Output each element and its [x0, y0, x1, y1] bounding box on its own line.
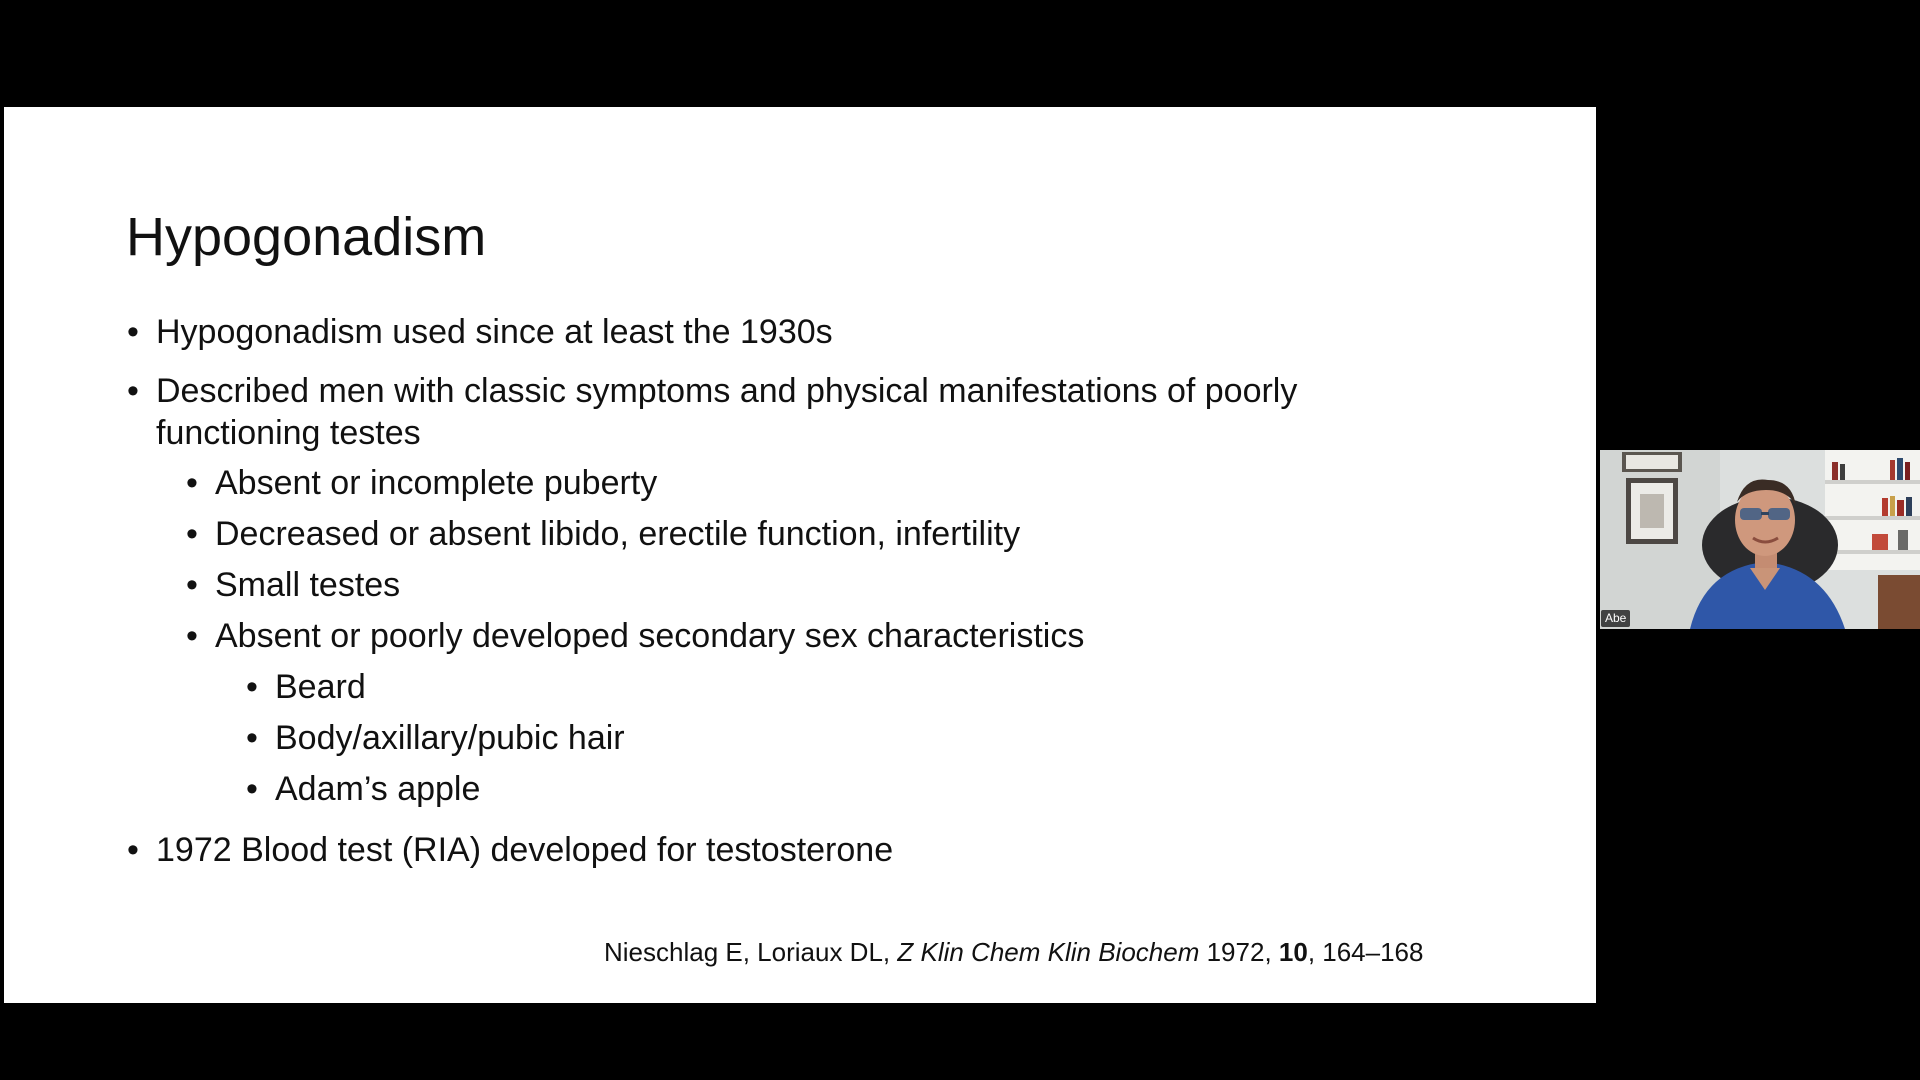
- sub-sub-bullet-item: [246, 768, 481, 810]
- sub-bullet-item: [186, 615, 1085, 657]
- bullet-text-line-1: Described men with classic symptoms and physical manifestations of poorly: [156, 372, 1298, 410]
- bullet-dot: •: [246, 770, 258, 808]
- bullet-text: Body/axillary/pubic hair: [275, 719, 625, 757]
- bullet-dot: •: [186, 617, 198, 655]
- slide-title: Hypogonadism: [126, 207, 487, 267]
- bullet-text: Beard: [275, 668, 366, 706]
- bullet-item: [127, 311, 833, 353]
- bullet-dot: •: [246, 668, 258, 706]
- citation-journal: Z Klin Chem Klin Biochem: [897, 937, 1200, 967]
- bullet-text: Hypogonadism used since at least the 1930s: [156, 313, 833, 351]
- bullet-text-line-2: functioning testes: [156, 414, 421, 452]
- bullet-text: Decreased or absent libido, erectile function, infertility: [215, 515, 1021, 553]
- citation: [604, 936, 1423, 968]
- bullet-dot: •: [186, 515, 198, 553]
- citation-year: 1972,: [1199, 937, 1279, 967]
- bullet-dot: •: [186, 566, 198, 604]
- citation-volume: 10: [1278, 937, 1308, 967]
- bullet-dot: •: [127, 372, 139, 410]
- bullet-text: Small testes: [215, 566, 401, 604]
- sub-sub-bullet-item: [246, 717, 625, 759]
- bullet-item: [127, 370, 1298, 454]
- citation-pages: , 164–168: [1307, 937, 1424, 967]
- participant-name-label: Abe: [1601, 610, 1630, 627]
- bullet-text: Adam’s apple: [275, 770, 481, 808]
- bullet-item: [127, 829, 894, 871]
- participant-video-feed: [1600, 450, 1920, 629]
- shared-slide: [4, 107, 1596, 1003]
- bullet-dot: •: [127, 831, 139, 869]
- participant-video-tile[interactable]: [1600, 450, 1920, 629]
- bullet-text: 1972 Blood test (RIA) developed for testosterone: [156, 831, 894, 869]
- bullet-dot: •: [127, 313, 139, 351]
- bullet-dot: •: [246, 719, 258, 757]
- citation-authors: Nieschlag E, Loriaux DL,: [604, 937, 898, 967]
- sub-sub-bullet-item: [246, 666, 366, 708]
- bullet-text: Absent or poorly developed secondary sex characteristics: [215, 617, 1085, 655]
- sub-bullet-item: [186, 513, 1021, 555]
- bullet-dot: •: [186, 464, 198, 502]
- bullet-text: Absent or incomplete puberty: [215, 464, 658, 502]
- sub-bullet-item: [186, 564, 401, 606]
- sub-bullet-item: [186, 462, 658, 504]
